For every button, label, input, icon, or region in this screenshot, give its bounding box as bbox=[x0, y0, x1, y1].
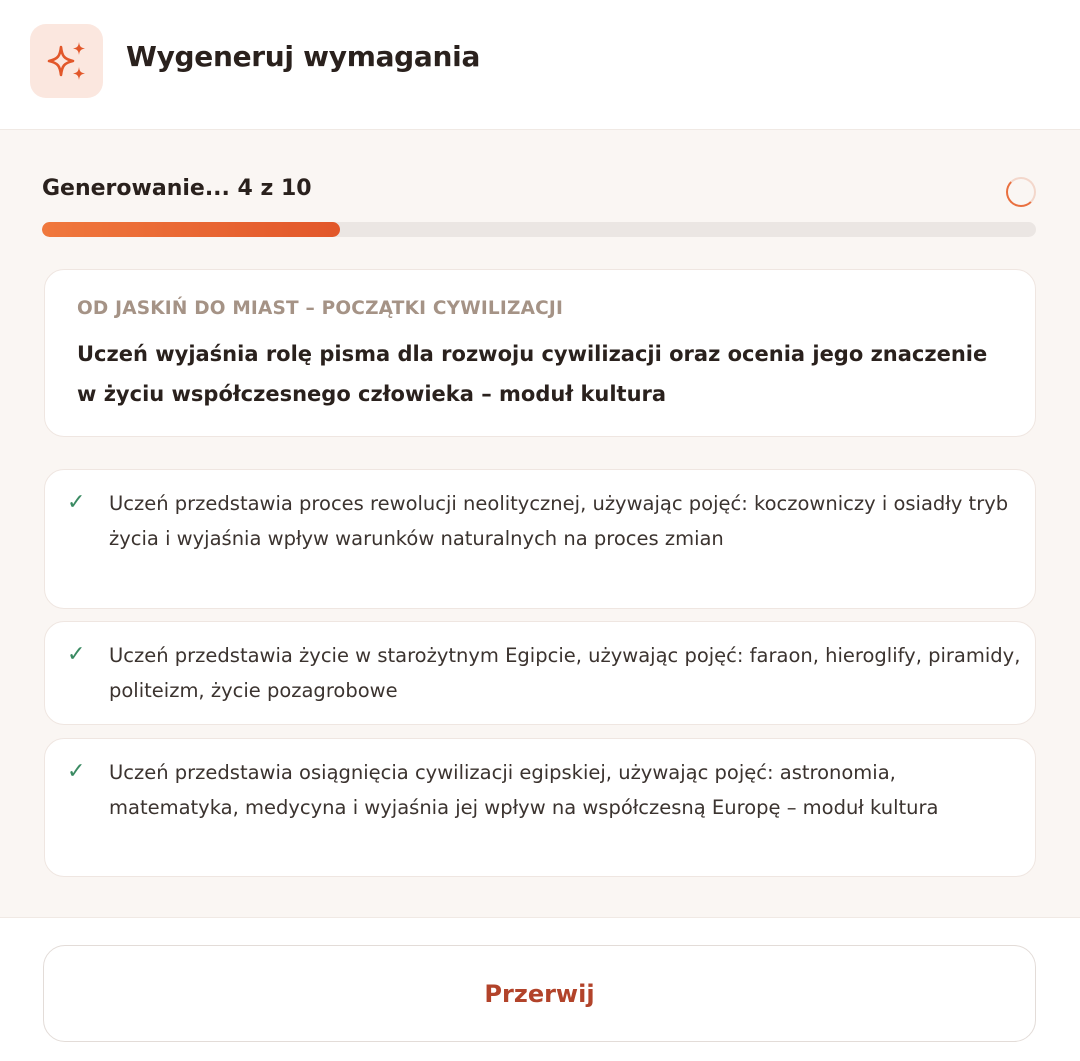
check-icon: ✓ bbox=[67, 642, 86, 667]
completed-requirement-text: Uczeń przedstawia życie w starożytnym Egipcie, używając pojęć: faraon, hieroglify, piramidy, politeizm, życie pozagrobowe bbox=[109, 644, 1021, 702]
sparkles-icon bbox=[30, 24, 103, 98]
progress-label: Generowanie... 4 z 10 bbox=[42, 176, 312, 201]
progress-bar-fill bbox=[42, 222, 340, 237]
completed-requirement-text: Uczeń przedstawia proces rewolucji neolitycznej, używając pojęć: koczowniczy i osiadły tryb życia i wyjaśnia wpływ warunków naturalnych na proces zmian bbox=[109, 492, 1009, 550]
dialog-footer bbox=[0, 917, 1080, 1061]
dialog-body bbox=[0, 130, 1080, 917]
completed-requirement-item bbox=[44, 469, 1036, 609]
dialog-title: Wygeneruj wymagania bbox=[126, 40, 481, 73]
completed-requirement-item bbox=[44, 738, 1036, 877]
module-title: OD JASKIŃ DO MIAST – POCZĄTKI CYWILIZACJI bbox=[77, 298, 564, 319]
current-requirement-text: Uczeń wyjaśnia rolę pisma dla rozwoju cywilizacji oraz ocenia jego znaczenie w życiu współczesnego człowieka – moduł kultura bbox=[77, 342, 988, 406]
check-icon: ✓ bbox=[67, 490, 86, 515]
abort-button[interactable]: Przerwij bbox=[43, 945, 1036, 1042]
completed-requirement-item bbox=[44, 621, 1036, 725]
dialog-header bbox=[0, 0, 1080, 130]
check-icon: ✓ bbox=[67, 759, 86, 784]
current-requirement-card bbox=[44, 269, 1036, 437]
completed-requirement-text: Uczeń przedstawia osiągnięcia cywilizacji egipskiej, używając pojęć: astronomia, matematyka, medycyna i wyjaśnia jej wpływ na współczesną Europę – moduł kultura bbox=[109, 761, 939, 819]
progress-bar bbox=[42, 222, 1036, 237]
loading-spinner-icon bbox=[1006, 177, 1036, 207]
